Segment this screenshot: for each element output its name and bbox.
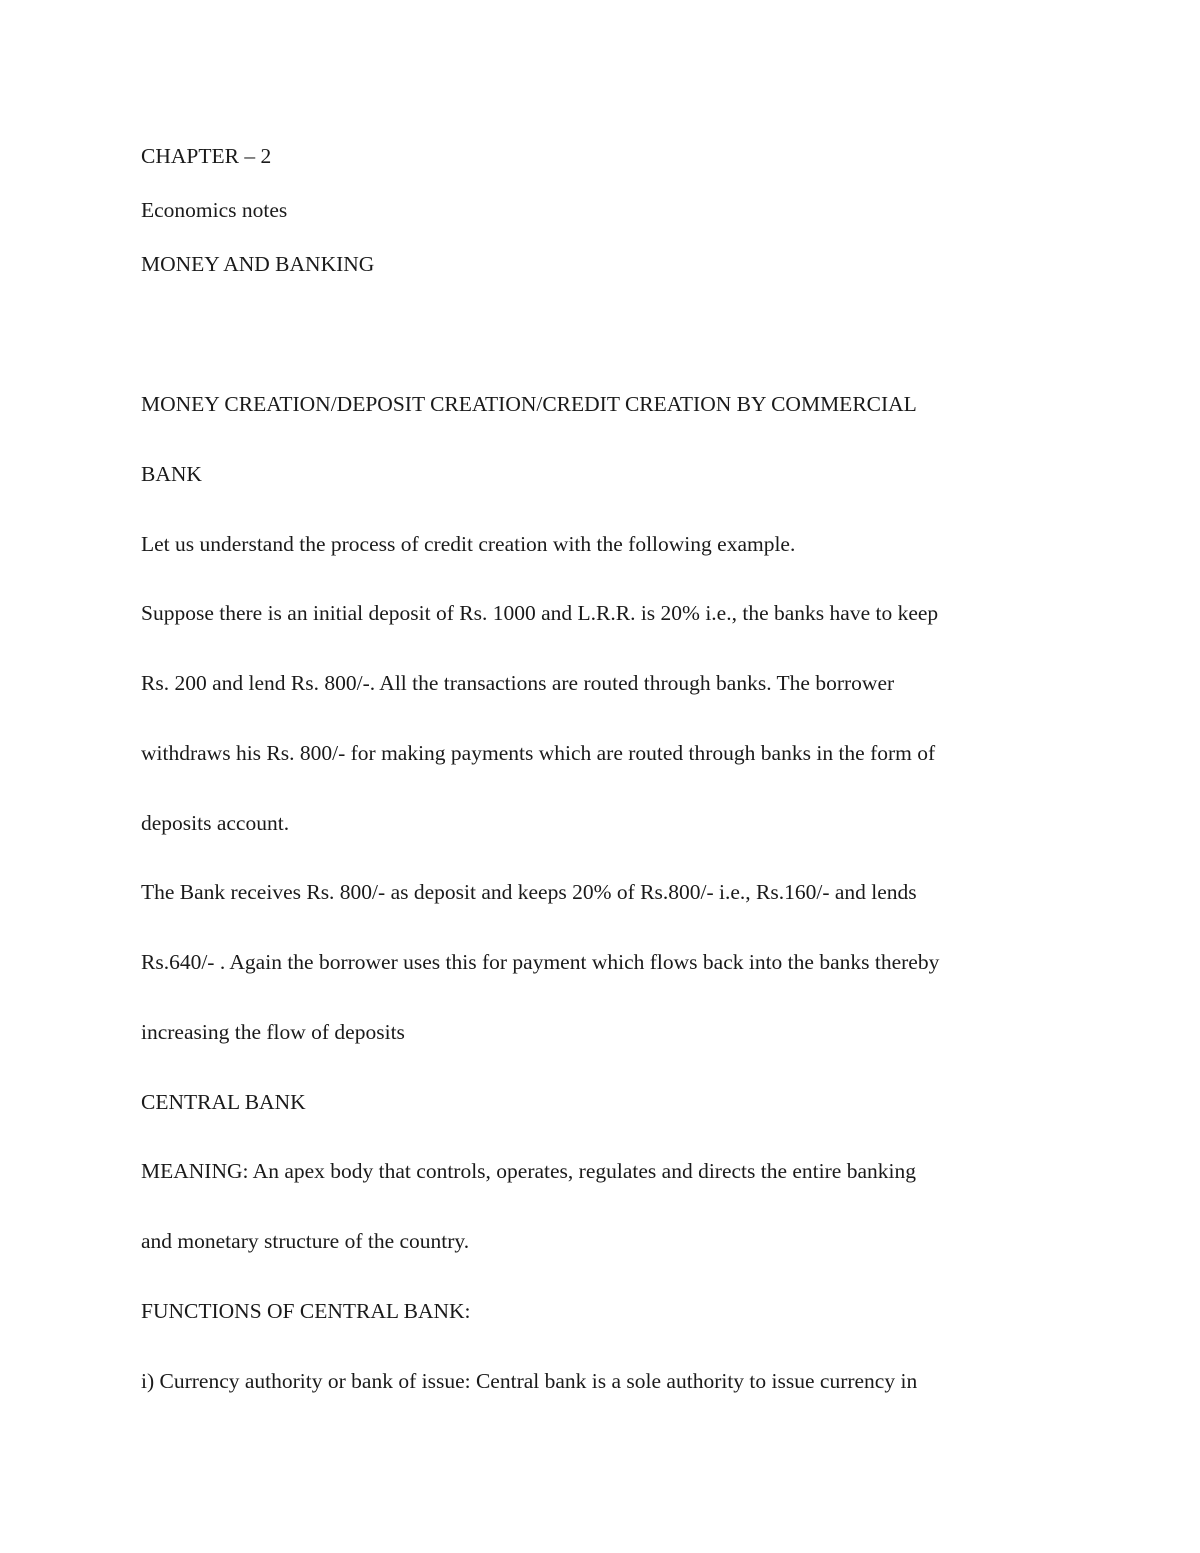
subject-label: Economics notes: [141, 198, 288, 222]
paragraph-line: Suppose there is an initial deposit of Rs. 1000 and L.R.R. is 20% i.e., the banks have to keep: [141, 601, 939, 625]
paragraph-line: The Bank receives Rs. 800/- as deposit and keeps 20% of Rs.800/- i.e., Rs.160/- and lends: [141, 880, 917, 904]
paragraph-line: increasing the flow of deposits: [141, 1020, 405, 1044]
section-heading: CENTRAL BANK: [141, 1090, 306, 1114]
section-heading-line-2: BANK: [141, 462, 202, 486]
paragraph-line: deposits account.: [141, 811, 290, 835]
section-heading: FUNCTIONS OF CENTRAL BANK:: [141, 1299, 471, 1323]
topic-title: MONEY AND BANKING: [141, 252, 375, 276]
paragraph-line: i) Currency authority or bank of issue: Central bank is a sole authority to issue currency in: [141, 1369, 918, 1393]
paragraph-line: Rs.640/- . Again the borrower uses this for payment which flows back into the banks thereby: [141, 950, 940, 974]
paragraph-line: Rs. 200 and lend Rs. 800/-. All the transactions are routed through banks. The borrower: [141, 671, 895, 695]
paragraph-line: Let us understand the process of credit creation with the following example.: [141, 532, 796, 556]
chapter-heading: CHAPTER – 2: [141, 144, 272, 168]
section-heading-line-1: MONEY CREATION/DEPOSIT CREATION/CREDIT CREATION BY COMMERCIAL: [141, 392, 917, 416]
paragraph-line: MEANING: An apex body that controls, operates, regulates and directs the entire banking: [141, 1159, 916, 1183]
paragraph-line: and monetary structure of the country.: [141, 1229, 470, 1253]
paragraph-line: withdraws his Rs. 800/- for making payments which are routed through banks in the form of: [141, 741, 936, 765]
